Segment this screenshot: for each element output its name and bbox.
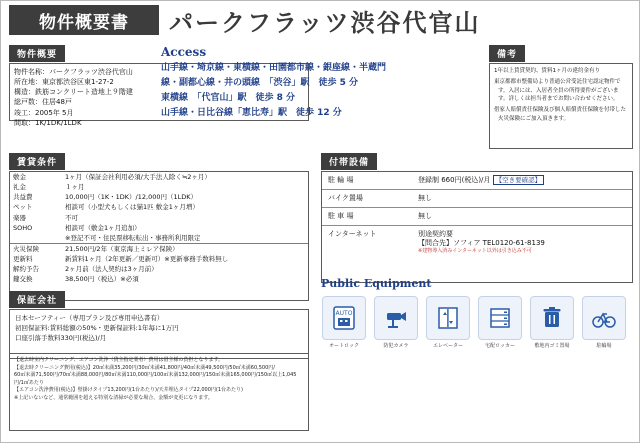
table-row [10,213,308,223]
row-value [412,226,632,259]
row-value: １ヶ月 [65,183,85,192]
table-row [10,274,308,284]
access-line: 東横線 「代官山」駅 徒歩 8 分 [161,92,296,103]
row-value: 無し [412,208,632,226]
table-row [322,226,632,259]
equipment-item-elevator [425,296,471,349]
access-section [161,45,481,120]
equipment-caption: オートロック [329,343,359,349]
row-value: 2ヶ月前（法人契約は3ヶ月前） [65,265,158,274]
equipment-caption: 防犯カメラ [383,343,409,349]
row-value: 無し [412,190,632,208]
document-header [1,1,639,41]
public-equipment-icons [321,296,633,349]
access-line: 山手線・日比谷線「恵比寿」駅 徒歩 12 分 [161,107,342,118]
row-key: 共益費 [13,193,33,202]
table-row [10,254,308,264]
table-row [10,192,308,202]
guarantor-row: 日本セーフティー（専用プラン及び専用申込書有） [15,314,164,322]
row-key: 楽器 [13,213,26,222]
guarantor-label: 保証会社 [9,291,65,308]
equipment-caption: 敷地内ゴミ置場 [534,343,570,349]
row-key: インターネット [322,226,412,259]
facility-contact: 【問合先】ソフィア TEL0120-61-8139 [418,239,545,248]
fineprint-line: 60㎡未満71,500円/70㎡未満88,000円/80㎡未満110,000円/100㎡未満132,000円/150㎡未満165,000円/150㎡以上1,045円/1㎡あたり [14,372,297,386]
facility-note: ※建物導入済みインターネット以外は引き込み不可 [418,248,532,255]
table-row [10,172,308,182]
public-equipment-section [321,277,633,349]
elevator-icon [426,296,470,340]
row-value: 10,000円（1K・1DK）/12,000円（1LDK） [65,193,198,202]
rent-terms-section [9,153,309,301]
overview-row: 物件名称：パークフラッツ渋谷代官山 [14,68,133,76]
remarks-item: 借家人賠償責任保険及び個人賠償責任保険を付帯した火災保険にご加入頂きます。 [494,107,627,122]
row-value: 1ヶ月（保証会社利用必須/大手法人除く≒2ヶ月） [65,173,211,181]
row-key: ペット [13,203,33,212]
fineprint-block [9,353,309,431]
access-body [161,61,481,120]
table-row [322,190,632,208]
table-row [322,208,632,226]
row-value: 38,500円（税込）※必須 [65,275,139,284]
table-row [10,202,308,212]
rent-terms-table [10,172,308,284]
row-key: 更新料 [13,255,33,263]
delivery-box-icon [478,296,522,340]
table-row [10,223,308,233]
row-key: 駐 車 場 [322,208,412,226]
overview-row: 所在地：東京都渋谷区東1-27-2 [14,78,114,87]
row-key: 礼金 [13,183,26,192]
fineprint-line: 【エアコン洗浄費用(税込)】壁掛けタイプ13,200円(1台あたり)/天井埋込タイプ22,000円(1台あたり) [14,387,243,393]
remarks-body [489,63,633,149]
equipment-item-trash-room [529,296,575,349]
table-row [322,172,632,190]
row-value: ※登記不可・住民票移転転出・事務所利用限定 [65,233,201,242]
facility-value: 登録制 660円(税込)/月 [418,176,491,184]
row-key: 駐 輪 場 [328,176,354,184]
remarks-label: 備考 [489,45,525,62]
equipment-caption: 宅配ロッカー [485,343,515,349]
table-row [10,243,308,254]
document-title: 物件概要書 [9,5,159,35]
table-row [10,233,308,244]
rent-terms-body [9,171,309,301]
row-value: 相談可（敷金1ヶ月追加） [65,223,141,232]
row-key: 解約予告 [13,265,39,274]
overview-row: 構造：鉄筋コンクリート造地上９階建 [14,88,133,97]
fineprint-line: 【退去時クリーニング費用(税込)】20㎡未満35,200円/30㎡未満41,800円/40㎡未満49,500円/50㎡未満60,500円/ [14,364,275,371]
security-camera-icon [374,296,418,340]
facilities-section [321,153,633,283]
remarks-section [489,45,633,149]
facilities-table [322,172,632,259]
overview-label: 物件概要 [9,45,65,62]
property-name: パークフラッツ渋谷代官山 [169,9,481,37]
trash-room-icon [530,296,574,340]
equipment-item-security-camera [373,296,419,349]
guarantor-body [9,309,309,359]
public-equipment-title: Public Equipment [321,277,432,290]
remarks-item: 東京都都市整備局より普通公営受託住宅認定物件です。入居には、入居者全員の所得要件がございます。詳しくは担当者までお問い合わせください。 [494,78,621,103]
bicycle-parking-icon [582,296,626,340]
overview-row: 竣工：2005年 5月 [14,108,74,117]
access-line: 山手線・埼京線・東横線・田園都市線・銀座線・半蔵門 [161,63,387,73]
row-value: 不可 [65,213,78,222]
access-title: Access [161,45,207,59]
row-key: バイク置場 [322,190,412,208]
equipment-item-bicycle-parking [581,296,627,349]
equipment-caption: エレベーター [432,343,463,349]
svg-text:AUTO: AUTO [335,310,353,317]
facilities-body [321,171,633,283]
auto-lock-icon [322,296,366,340]
row-value: 21,500円/2年（東京海上ミレア保険） [62,243,308,254]
equipment-caption: 駐輪場 [596,343,612,349]
overview-row: 総戸数：住居48戸 [14,98,72,107]
guarantor-row: 口座引落手数料330円(税込)/月 [15,334,107,343]
facility-value: 別途契約要 [418,230,453,239]
guarantor-row: 初回保証料:賃料総額の50%・更新保証料:1年毎に1万円 [15,324,179,333]
remarks-item: 1年以上賃貸契約、賃料1ヶ月の違約金有り [494,68,600,74]
row-key [10,233,62,244]
availability-badge: 【空き要確認】 [493,175,545,185]
equipment-item-auto-lock [321,296,367,349]
equipment-item-delivery-box [477,296,523,349]
row-value: 新賃料1ヶ月（2年更新／更新可）※更新事務手数料無し [65,255,229,263]
guarantor-section [9,291,309,359]
fineprint-line: 【退去時室内クリーニング、エアコン洗浄（貸主指定業者）費用は借主様の負担となります。 [14,357,224,363]
table-row [10,264,308,274]
row-key: 火災保険 [10,243,62,254]
row-key: 敷金 [13,173,26,181]
table-row [10,182,308,192]
rent-terms-label: 賃貸条件 [9,153,65,170]
access-line: 線・副都心線・井の頭線 「渋谷」駅 徒歩 5 分 [161,77,359,88]
fineprint-line: ※上記いないなど、通常範囲を超える特別な清掃が必要な場合、金額が変更になります。 [14,394,213,401]
overview-row: 間取：1K/1DK/1LDK [14,118,82,127]
row-key: SOHO [13,223,33,232]
row-value [412,172,632,190]
facilities-label: 付帯設備 [321,153,377,170]
row-value: 相談可（小型犬もしくは猫1匹 敷金1ヶ月増） [65,203,199,212]
row-key: 鍵交換 [13,275,33,284]
